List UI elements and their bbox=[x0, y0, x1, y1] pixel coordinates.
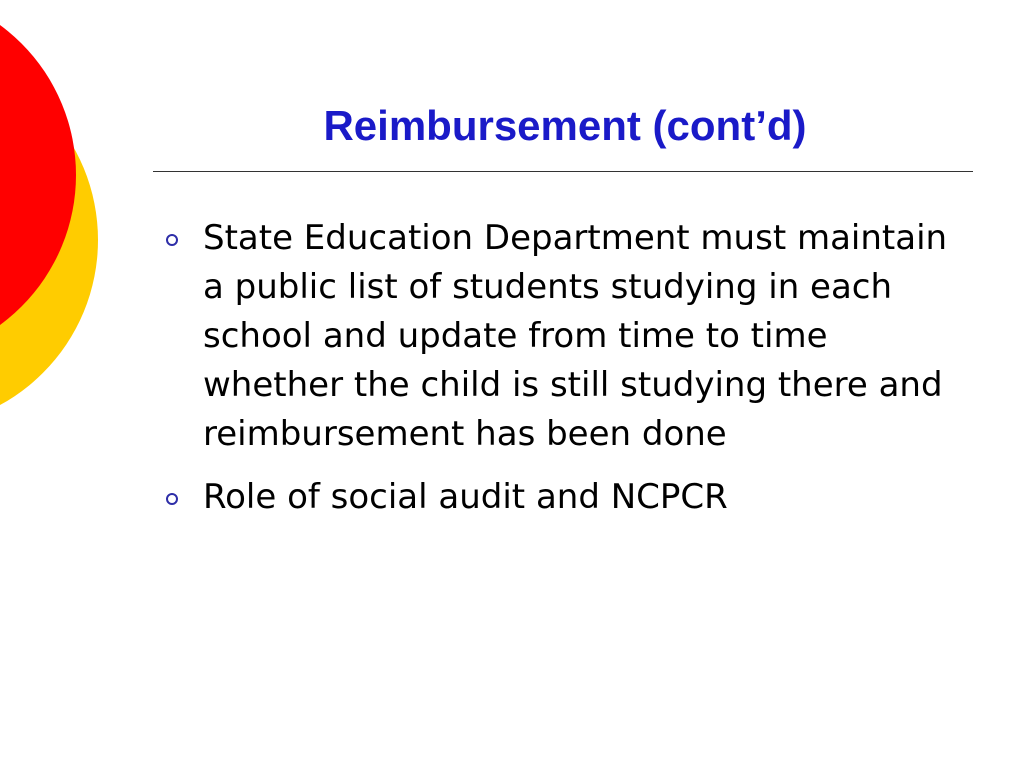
bullet-item bbox=[160, 473, 960, 522]
bullet-text: State Education Department must maintain a public list of students studying in each school and update from time to time whether the child is still studying there and reimbursement has been done bbox=[203, 218, 969, 454]
decorative-circles bbox=[0, 0, 110, 420]
hollow-circle-bullet-icon bbox=[166, 493, 178, 505]
slide-title: Reimbursement (cont’d) bbox=[323, 102, 807, 149]
bullet-item bbox=[160, 214, 969, 459]
hollow-circle-bullet-icon bbox=[166, 234, 178, 246]
bullet-list bbox=[160, 214, 969, 536]
bullet-text: Role of social audit and NCPCR bbox=[203, 477, 728, 517]
title-divider bbox=[153, 171, 973, 172]
